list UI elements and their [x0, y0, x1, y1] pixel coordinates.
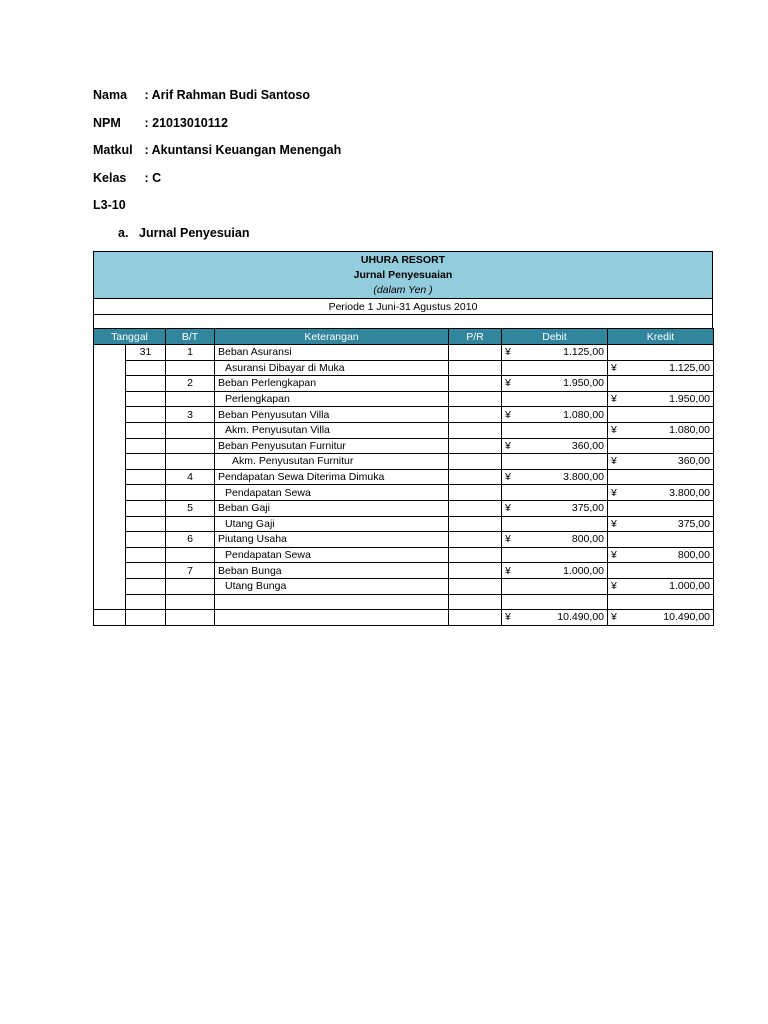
- col-bt: B/T: [166, 329, 215, 345]
- kredit-cell: [608, 469, 714, 485]
- pr-cell: [449, 438, 502, 454]
- total-kredit-amount: 10.490,00: [663, 611, 710, 624]
- currency-unit: (dalam Yen ): [373, 284, 433, 296]
- keterangan-cell: Beban Gaji: [215, 500, 449, 516]
- kredit-cell: [608, 532, 714, 548]
- debit-cell-amount: 800,00: [571, 533, 604, 546]
- tanggal-cell: [126, 360, 166, 376]
- bt-cell: [166, 422, 215, 438]
- table-row: [94, 594, 714, 610]
- debit-cell: [502, 547, 608, 563]
- table-row: [94, 454, 714, 470]
- bt-cell: [166, 516, 215, 532]
- yen-sign: ¥: [505, 533, 511, 546]
- yen-sign: ¥: [611, 580, 617, 593]
- yen-sign: ¥: [505, 408, 511, 421]
- debit-cell-amount: 3.800,00: [563, 471, 604, 484]
- tanggal-cell: [126, 422, 166, 438]
- nama-value: : Arif Rahman Budi Santoso: [144, 88, 310, 102]
- month-cell: [94, 578, 126, 594]
- debit-cell: [502, 563, 608, 579]
- nama-label: Nama: [93, 88, 128, 102]
- debit-cell: [502, 407, 608, 423]
- tanggal-cell: [126, 500, 166, 516]
- keterangan-cell: Asuransi Dibayar di Muka: [215, 360, 449, 376]
- yen-sign: ¥: [611, 549, 617, 562]
- keterangan-cell: Akm. Penyusutan Villa: [215, 422, 449, 438]
- kredit-cell-amount: 1.080,00: [669, 424, 710, 437]
- yen-sign: ¥: [611, 517, 617, 530]
- debit-cell: [502, 469, 608, 485]
- total-empty: [94, 610, 126, 626]
- keterangan-cell: Utang Gaji: [215, 516, 449, 532]
- total-debit: [502, 610, 608, 626]
- kredit-cell: [608, 345, 714, 361]
- yen-sign: ¥: [505, 346, 511, 359]
- debit-cell: [502, 532, 608, 548]
- month-cell: [94, 547, 126, 563]
- month-cell: [94, 532, 126, 548]
- total-empty: [215, 610, 449, 626]
- journal-table: [93, 328, 714, 626]
- pr-cell: [449, 360, 502, 376]
- keterangan-cell: Pendapatan Sewa Diterima Dimuka: [215, 469, 449, 485]
- problem-code: L3-10: [93, 198, 126, 212]
- debit-cell: [502, 391, 608, 407]
- matkul-value: : Akuntansi Keuangan Menengah: [144, 143, 342, 157]
- kredit-cell: [608, 516, 714, 532]
- yen-sign: ¥: [505, 439, 511, 452]
- table-row: [94, 500, 714, 516]
- bt-cell: [166, 360, 215, 376]
- keterangan-cell: Perlengkapan: [215, 391, 449, 407]
- pr-cell: [449, 376, 502, 392]
- tanggal-cell: [126, 547, 166, 563]
- bt-cell: 3: [166, 407, 215, 423]
- yen-sign: ¥: [611, 361, 617, 374]
- kredit-cell: [608, 563, 714, 579]
- bt-cell: [166, 594, 215, 610]
- bt-cell: 1: [166, 345, 215, 361]
- col-pr: P/R: [449, 329, 502, 345]
- bt-cell: [166, 438, 215, 454]
- pr-cell: [449, 422, 502, 438]
- col-debit: Debit: [502, 329, 608, 345]
- keterangan-cell: Akm. Penyusutan Furnitur: [215, 454, 449, 470]
- table-row: [94, 422, 714, 438]
- tanggal-cell: [126, 469, 166, 485]
- month-cell: [94, 594, 126, 610]
- debit-cell: [502, 594, 608, 610]
- table-row: [94, 547, 714, 563]
- kredit-cell: [608, 438, 714, 454]
- kredit-cell-amount: 1.000,00: [669, 580, 710, 593]
- bt-cell: 4: [166, 469, 215, 485]
- total-empty: [126, 610, 166, 626]
- tanggal-cell: [126, 454, 166, 470]
- yen-sign: ¥: [505, 377, 511, 390]
- debit-cell: [502, 578, 608, 594]
- keterangan-cell: Beban Penyusutan Furnitur: [215, 438, 449, 454]
- debit-cell: [502, 438, 608, 454]
- pr-cell: [449, 578, 502, 594]
- debit-cell: [502, 500, 608, 516]
- debit-cell-amount: 1.080,00: [563, 408, 604, 421]
- bt-cell: 7: [166, 563, 215, 579]
- month-cell: [94, 563, 126, 579]
- matkul-label: Matkul: [93, 143, 133, 157]
- pr-cell: [449, 407, 502, 423]
- month-cell: [94, 376, 126, 392]
- total-empty: [166, 610, 215, 626]
- pr-cell: [449, 391, 502, 407]
- debit-cell: [502, 516, 608, 532]
- bt-cell: [166, 391, 215, 407]
- pr-cell: [449, 547, 502, 563]
- kredit-cell: [608, 485, 714, 501]
- tanggal-cell: [126, 407, 166, 423]
- kredit-cell: [608, 360, 714, 376]
- month-cell: [94, 454, 126, 470]
- kredit-cell-amount: 800,00: [677, 549, 710, 562]
- bt-cell: 6: [166, 532, 215, 548]
- pr-cell: [449, 563, 502, 579]
- table-row: [94, 485, 714, 501]
- debit-cell-amount: 1.125,00: [563, 346, 604, 359]
- kredit-cell-amount: 360,00: [677, 455, 710, 468]
- yen-sign: ¥: [611, 424, 617, 437]
- kredit-cell: [608, 454, 714, 470]
- debit-cell: [502, 422, 608, 438]
- journal-sheet: [93, 251, 713, 626]
- debit-cell: [502, 345, 608, 361]
- pr-cell: [449, 345, 502, 361]
- table-row: [94, 360, 714, 376]
- keterangan-cell: Beban Asuransi: [215, 345, 449, 361]
- bt-cell: [166, 547, 215, 563]
- pr-cell: [449, 500, 502, 516]
- bt-cell: 5: [166, 500, 215, 516]
- month-cell: [94, 391, 126, 407]
- table-row: [94, 391, 714, 407]
- month-cell: [94, 516, 126, 532]
- debit-cell: [502, 485, 608, 501]
- month-cell: [94, 485, 126, 501]
- bt-cell: [166, 578, 215, 594]
- tanggal-cell: [126, 563, 166, 579]
- debit-cell-amount: 360,00: [571, 439, 604, 452]
- keterangan-cell: Beban Bunga: [215, 563, 449, 579]
- kredit-cell-amount: 1.950,00: [669, 393, 710, 406]
- table-row: [94, 438, 714, 454]
- col-keterangan: Keterangan: [215, 329, 449, 345]
- kelas-value: : C: [144, 171, 162, 185]
- keterangan-cell: [215, 594, 449, 610]
- table-row: [94, 516, 714, 532]
- kredit-cell: [608, 407, 714, 423]
- info-npm: [93, 116, 228, 130]
- yen-sign: ¥: [505, 611, 511, 624]
- yen-sign: ¥: [505, 471, 511, 484]
- keterangan-cell: Beban Perlengkapan: [215, 376, 449, 392]
- tanggal-cell: 31: [126, 345, 166, 361]
- section-title: Jurnal Penyesuian: [139, 226, 250, 240]
- kredit-cell: [608, 594, 714, 610]
- bt-cell: 2: [166, 376, 215, 392]
- pr-cell: [449, 485, 502, 501]
- tanggal-cell: [126, 532, 166, 548]
- month-cell: [94, 422, 126, 438]
- debit-cell: [502, 376, 608, 392]
- sheet-title: Jurnal Penyesuaian: [353, 269, 453, 281]
- kelas-label: Kelas: [93, 171, 127, 185]
- col-tanggal: Tanggal: [94, 329, 166, 345]
- table-row: [94, 532, 714, 548]
- kredit-cell: [608, 422, 714, 438]
- tanggal-cell: [126, 594, 166, 610]
- tanggal-cell: [126, 578, 166, 594]
- kredit-cell: [608, 500, 714, 516]
- pr-cell: [449, 469, 502, 485]
- npm-value: : 21013010112: [144, 116, 228, 130]
- yen-sign: ¥: [505, 502, 511, 515]
- col-kredit: Kredit: [608, 329, 714, 345]
- month-cell: [94, 469, 126, 485]
- table-row: [94, 578, 714, 594]
- total-debit-amount: 10.490,00: [557, 611, 604, 624]
- total-kredit: [608, 610, 714, 626]
- tanggal-cell: [126, 391, 166, 407]
- tanggal-cell: [126, 485, 166, 501]
- month-cell: [94, 407, 126, 423]
- periode: Periode 1 Juni-31 Agustus 2010: [93, 298, 713, 315]
- yen-sign: ¥: [611, 455, 617, 468]
- table-row: [94, 345, 714, 361]
- yen-sign: ¥: [611, 393, 617, 406]
- debit-cell: [502, 360, 608, 376]
- table-row: [94, 407, 714, 423]
- tanggal-cell: [126, 376, 166, 392]
- section-marker: a.: [118, 226, 129, 240]
- month-cell: [94, 438, 126, 454]
- kredit-cell-amount: 375,00: [677, 517, 710, 530]
- total-empty: [449, 610, 502, 626]
- kredit-cell: [608, 391, 714, 407]
- pr-cell: [449, 516, 502, 532]
- month-cell: [94, 360, 126, 376]
- kredit-cell: [608, 547, 714, 563]
- company-name: UHURA RESORT: [360, 254, 446, 266]
- bt-cell: [166, 454, 215, 470]
- debit-cell-amount: 1.950,00: [563, 377, 604, 390]
- table-header-row: [94, 329, 714, 345]
- kredit-cell: [608, 376, 714, 392]
- keterangan-cell: Piutang Usaha: [215, 532, 449, 548]
- yen-sign: ¥: [611, 486, 617, 499]
- bt-cell: [166, 485, 215, 501]
- kredit-cell-amount: 1.125,00: [669, 361, 710, 374]
- info-nama: [93, 88, 310, 102]
- keterangan-cell: Pendapatan Sewa: [215, 547, 449, 563]
- table-row: [94, 469, 714, 485]
- month-cell: [94, 345, 126, 361]
- debit-cell: [502, 454, 608, 470]
- pr-cell: [449, 454, 502, 470]
- pr-cell: [449, 594, 502, 610]
- debit-cell-amount: 375,00: [571, 502, 604, 515]
- kredit-cell: [608, 578, 714, 594]
- sheet-header: [93, 251, 713, 298]
- tanggal-cell: [126, 438, 166, 454]
- pr-cell: [449, 532, 502, 548]
- total-row: [94, 610, 714, 626]
- keterangan-cell: Pendapatan Sewa: [215, 485, 449, 501]
- info-kelas: [93, 171, 161, 185]
- spacer: [93, 315, 713, 328]
- kredit-cell-amount: 3.800,00: [669, 486, 710, 499]
- month-cell: [94, 500, 126, 516]
- yen-sign: ¥: [505, 564, 511, 577]
- table-row: [94, 563, 714, 579]
- yen-sign: ¥: [611, 611, 617, 624]
- info-matkul: [93, 143, 341, 157]
- keterangan-cell: Utang Bunga: [215, 578, 449, 594]
- tanggal-cell: [126, 516, 166, 532]
- table-row: [94, 376, 714, 392]
- npm-label: NPM: [93, 116, 121, 130]
- debit-cell-amount: 1.000,00: [563, 564, 604, 577]
- keterangan-cell: Beban Penyusutan Villa: [215, 407, 449, 423]
